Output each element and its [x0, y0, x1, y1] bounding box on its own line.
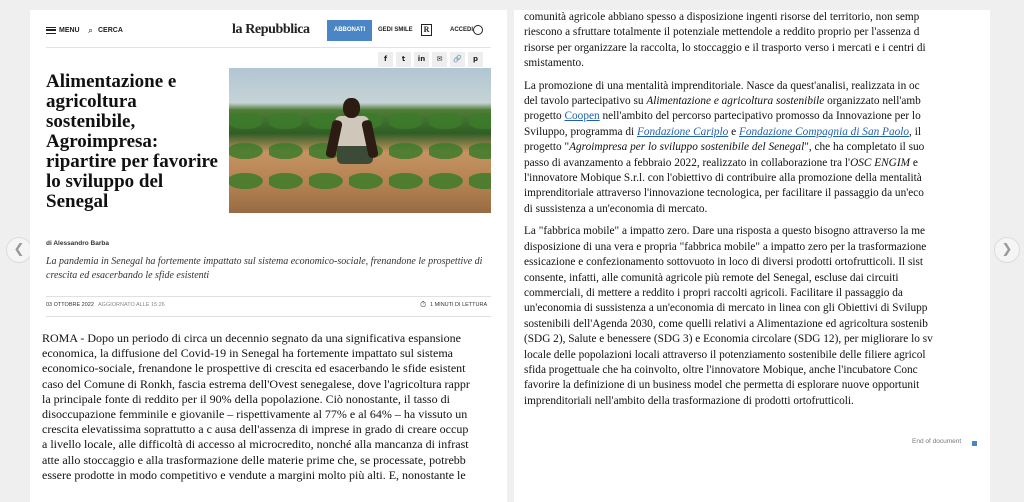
text-run: , il: [909, 125, 921, 138]
text-run: e: [728, 125, 739, 138]
text-run: e: [910, 156, 918, 169]
body-line: sostenibili dell'Agenda 2030, come quelli relativi a Alimentazione ed agricoltura sostenib: [524, 317, 928, 330]
paragraph-intro: [524, 10, 990, 72]
body-line: [524, 109, 990, 124]
body-line: ROMA - Dopo un periodo di circa un decennio segnato da una significativa espansione: [42, 331, 461, 345]
text-run: nell'ambito del percorso partecipativo promosso da Innovazione per lo: [599, 110, 921, 123]
article-body-right: [524, 10, 990, 416]
site-header: [46, 20, 491, 42]
paragraph-mentality: [524, 79, 990, 218]
end-of-document-label: End of document: [912, 438, 962, 445]
body-line: economica, la diffusione del Covid-19 in Senegal ha fortemente impattato sul sistema: [42, 346, 454, 361]
header-divider: [46, 47, 491, 48]
body-line: disposizione di una vera e propria "fabbrica mobile" a impatto zero per la trasformazione: [524, 240, 927, 253]
body-line: La promozione di una mentalità imprenditoriale. Nasce da quest'analisi, realizzata in oc: [524, 79, 920, 92]
body-line: atte allo stoccaggio e alla trasformazione delle materie prime che, se processate, potrebb: [42, 452, 466, 467]
italic-text: Alimentazione e agricoltura sostenibile: [646, 95, 825, 108]
body-line: economico-sociale, frenandone le prospettive di crescita ed esacerbando le sfide esistent: [42, 361, 466, 376]
clock-icon: ⏱: [420, 300, 427, 309]
search-icon[interactable]: ⌕: [88, 25, 94, 35]
email-icon[interactable]: ✉: [432, 52, 447, 67]
site-logo[interactable]: la Repubblica: [232, 22, 310, 37]
body-line: [524, 94, 990, 109]
body-line: un'economia di sussistenza a un'economia di mercato in linea con gli Obiettivi di Svilupp: [524, 302, 928, 315]
body-line: comunità agricole abbiano spesso a disposizione ingenti risorse del territorio, non semp: [524, 11, 920, 23]
updated-time: AGGIORNATO ALLE 15:26: [98, 302, 165, 308]
coopen-link[interactable]: Coopen: [564, 110, 600, 123]
body-line: riescono a sfruttare totalmente il potenziale mettendole a reddito proprio per l'assenza d: [524, 26, 920, 39]
fondazione-cariplo-link[interactable]: Fondazione Cariplo: [636, 125, 729, 138]
hamburger-menu-icon[interactable]: [46, 27, 56, 34]
search-label[interactable]: CERCA: [98, 27, 123, 34]
body-line: di sussistenza a un'economia di mercato.: [524, 202, 708, 215]
body-line: La "fabbrica mobile" a impatto zero. Dare una risposta a questo bisogno attraverso la me: [524, 225, 926, 238]
body-line: risorse per organizzare la raccolta, lo stoccaggio e il trasporto verso i mercati e i centri di: [524, 41, 926, 54]
linkedin-icon[interactable]: in: [414, 52, 429, 67]
text-run: organizzato nell'amb: [824, 95, 921, 108]
body-line: locale delle popolazioni locali attraverso il potenziamento sostenibile delle filiere agricol: [524, 348, 926, 361]
menu-label[interactable]: MENU: [59, 27, 80, 34]
link-icon[interactable]: 🔗: [450, 52, 465, 67]
body-line: essere prodotte in modo competitivo e vendute a margini molto più alti. E, nonostante le: [42, 467, 466, 482]
body-line: smistamento.: [524, 57, 584, 70]
text-run: passo di avanzamento a febbraio 2022, realizzato in collaborazione tra l': [524, 156, 851, 169]
text-run: del tavolo partecipativo su: [524, 95, 647, 108]
body-line: imprenditoriale attraverso l'innovazione tecnologica, per facilitare il passaggio da un'eco: [524, 187, 924, 200]
body-line: [524, 125, 990, 140]
body-line: caso del Comune di Ronkh, fascia estrema dell'Ovest senegalese, dove l'agricoltura rappr: [42, 376, 470, 391]
text-run: ", che ha completato il suo: [804, 141, 925, 154]
body-line: a livello locale, alle difficoltà di accesso al microcredito, nonché alla mancanza di infrast: [42, 437, 469, 452]
twitter-icon[interactable]: t: [396, 52, 411, 67]
subscribe-button[interactable]: ABBONATI: [327, 20, 372, 41]
hero-image: [229, 68, 491, 213]
body-line: essicazione e confezionamento sottovuoto in loco di diversi prodotti ortofrutticoli. Il sist: [524, 256, 924, 269]
body-line: favorire la definizione di un business model che permetta di esplorare nuove opportunit: [524, 379, 920, 392]
text-run: progetto: [524, 110, 565, 123]
next-page-arrow-icon[interactable]: ❯: [994, 237, 1020, 263]
read-time: 1 MINUTI DI LETTURA: [430, 302, 488, 308]
publish-date: 03 OTTOBRE 2022: [46, 302, 94, 308]
fondazione-san-paolo-link[interactable]: Fondazione Compagnia di San Paolo: [738, 125, 910, 138]
body-line: crescita elevatissima soprattutto a c ausa dell'assenza di imprese in grado di creare occup: [42, 422, 469, 437]
text-run: Sviluppo, programma di: [524, 125, 637, 138]
meta-divider-bottom: [46, 316, 491, 317]
text-run: progetto ": [524, 141, 570, 154]
login-link[interactable]: ACCEDI: [450, 27, 474, 33]
gedi-smile-link[interactable]: GEDI SMILE: [378, 27, 413, 33]
body-line: consente, infatti, alle comunità agricole più remote del Senegal, escluse dai circuiti: [524, 271, 899, 284]
body-line: disoccupazione femminile e giovanile – rispettivamente al 77% e al 64% – ha vissuto un: [42, 407, 468, 422]
byline: di Alessandro Barba: [46, 240, 109, 247]
facebook-icon[interactable]: f: [378, 52, 393, 67]
body-line: [524, 140, 990, 155]
body-line: l'innovatore Mobique S.r.l. con l'obiettivo di contribuire alla promozione della mentalità: [524, 172, 922, 185]
body-line: sfida progettuale che ha coinvolto, oltre l'innovatore Mobique, anche l'incubatore Conc: [524, 363, 918, 376]
body-line: imprenditoriali nell'ambito della trasformazione di prodotti ortofrutticoli.: [524, 394, 854, 407]
paragraph-mobile-factory: [524, 224, 990, 409]
end-marker-icon: [972, 441, 977, 446]
body-line: [524, 156, 990, 171]
left-page: [30, 10, 507, 502]
share-bar: [378, 52, 483, 67]
right-page: [514, 10, 990, 502]
article-body-left: [42, 331, 507, 502]
meta-divider-top: [46, 296, 491, 297]
italic-text: OSC ENGIM: [850, 156, 910, 169]
body-line: la principale fonte di reddito per il 90% della popolazione. Ciò nonostante, il tasso di: [42, 391, 450, 406]
article-title: Alimentazione e agricoltura sostenibile, Agroimpresa: ripartire per favorire lo sviluppo del Senegal: [46, 71, 218, 212]
pinterest-icon[interactable]: p: [468, 52, 483, 67]
italic-text: Agroimpresa per lo sviluppo sostenibile del Senegal: [569, 141, 805, 154]
r-logo-icon[interactable]: R: [421, 24, 432, 36]
article-summary: La pandemia in Senegal ha fortemente impattato sul sistema economico-sociale, frenandone le prospettive di crescita ed esacerbando le sfide esistenti: [46, 256, 483, 281]
user-icon[interactable]: [473, 25, 483, 35]
body-line: (SDG 2), Salute e benessere (SDG 3) e Economia circolare (SDG 12), per migliorare lo sv: [524, 333, 933, 346]
body-line: commerciali, di mettere a reddito i propri raccolti agricoli. Facilitare il passaggio da: [524, 286, 903, 299]
previous-page-arrow-icon[interactable]: ❮: [6, 237, 32, 263]
